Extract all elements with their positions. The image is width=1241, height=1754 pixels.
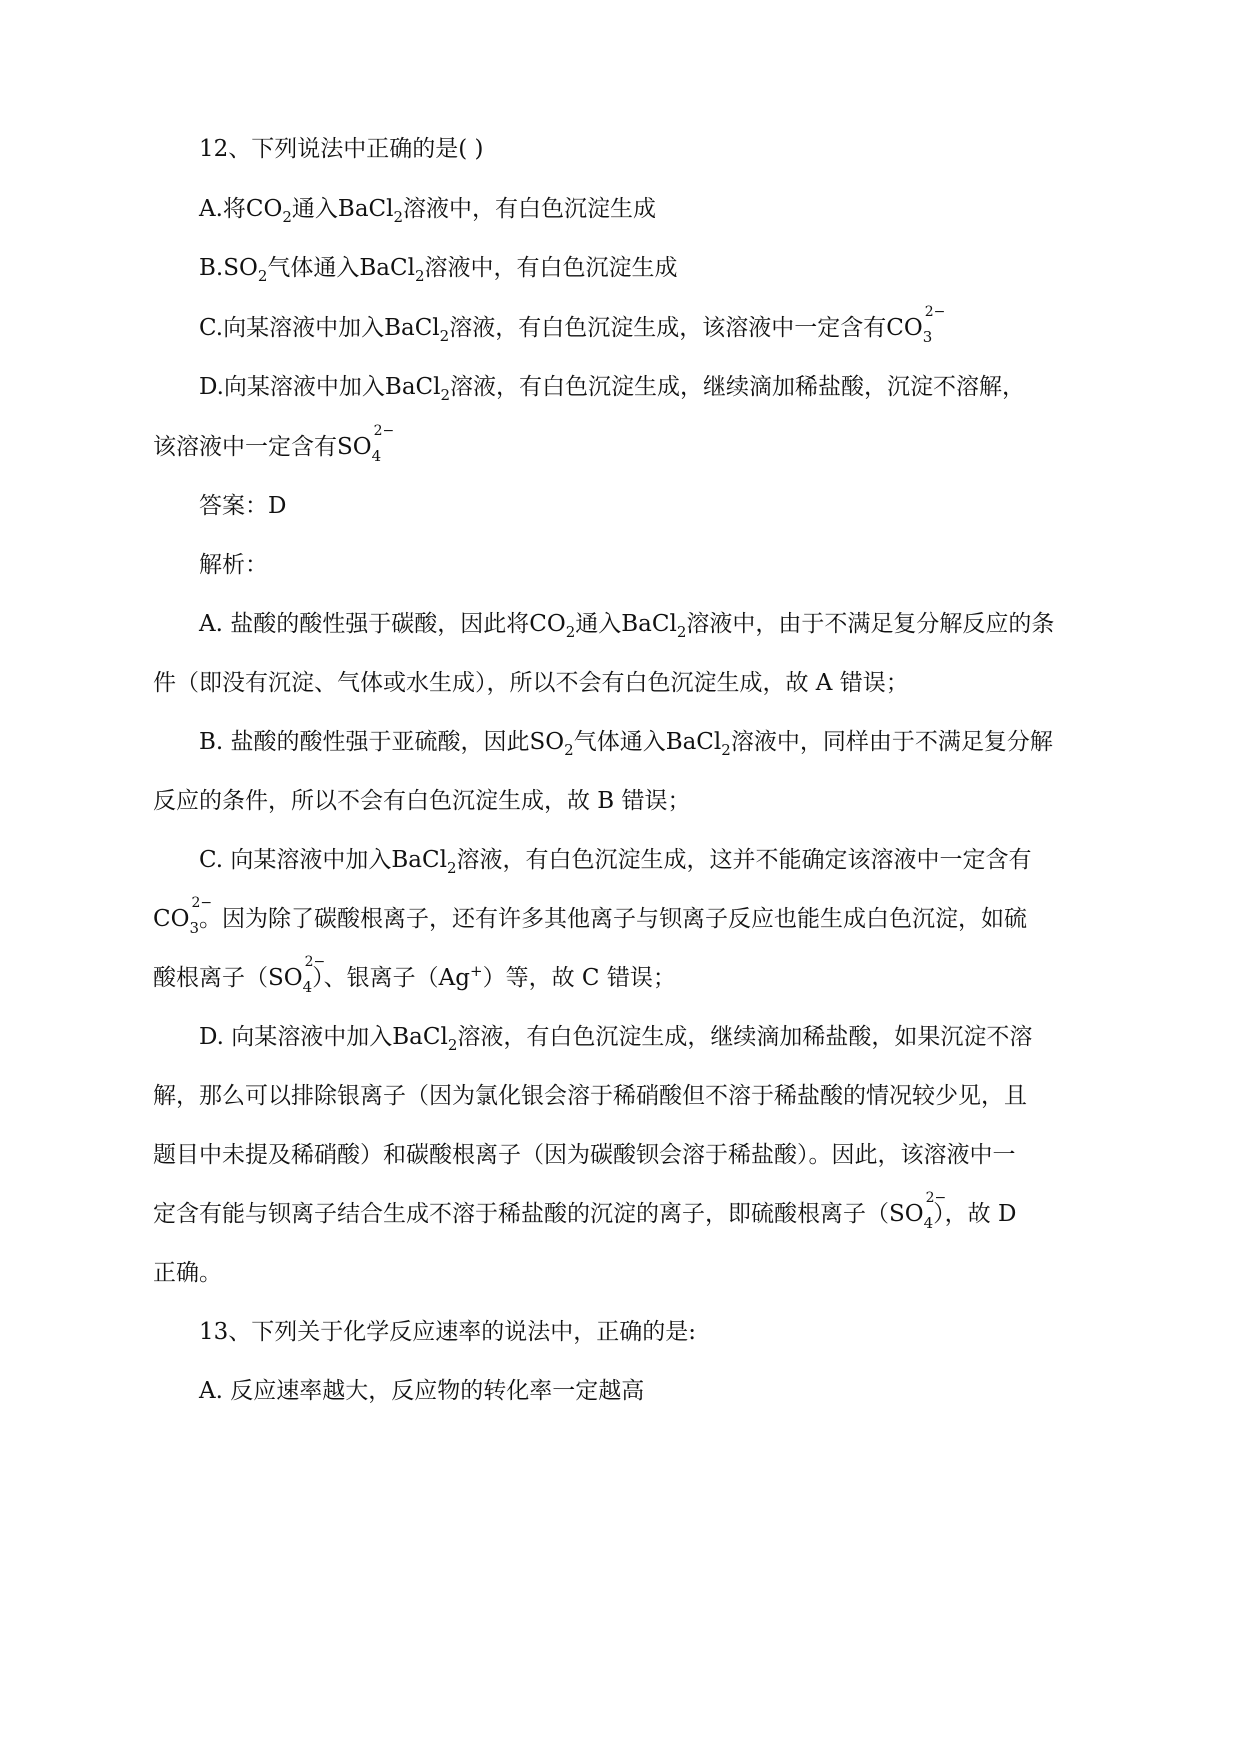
text-fragment: 2 bbox=[439, 327, 450, 345]
text-fragment: 2− bbox=[304, 954, 326, 970]
text-fragment: 2 bbox=[414, 267, 425, 285]
text-fragment: A. 反应速率越大，反应物的转化率一定越高 bbox=[199, 1378, 645, 1404]
analysis-d-line-4 bbox=[153, 1190, 1017, 1232]
text-fragment: 溶液中，有白色沉淀生成 bbox=[424, 255, 678, 281]
text-fragment: 4 bbox=[302, 978, 313, 996]
question-12-title bbox=[199, 138, 484, 161]
text-fragment: 2 bbox=[564, 741, 574, 759]
text-fragment: 答案：D bbox=[199, 493, 287, 519]
text-fragment: 酸根离子（SO bbox=[153, 965, 303, 991]
text-fragment: 3 bbox=[922, 328, 933, 346]
analysis-c-line-2 bbox=[153, 895, 1028, 937]
carbonate-ion-charge bbox=[922, 304, 946, 346]
analysis-label bbox=[199, 554, 268, 577]
text-fragment: 通入BaCl bbox=[575, 611, 677, 637]
text-fragment: D. 向某溶液中加入BaCl bbox=[199, 1024, 448, 1050]
text-fragment: 溶液，有白色沉淀生成，该溶液中一定含有CO bbox=[449, 315, 923, 341]
question-12-option-d-line-2 bbox=[153, 423, 395, 465]
question-12-option-d-line-1 bbox=[199, 374, 1026, 404]
text-fragment: 4 bbox=[371, 447, 382, 465]
text-fragment: 2 bbox=[282, 208, 292, 226]
text-fragment: 2 bbox=[393, 208, 404, 226]
text-fragment: 4 bbox=[923, 1214, 934, 1232]
question-12-option-c bbox=[199, 304, 946, 346]
question-12-option-a bbox=[199, 196, 657, 226]
text-fragment: 溶液，有白色沉淀生成，继续滴加稀盐酸，如果沉淀不溶 bbox=[457, 1024, 1033, 1050]
text-fragment: ），故 D bbox=[933, 1201, 1017, 1227]
sulfate-ion-charge bbox=[371, 423, 395, 465]
text-fragment: 溶液中，有白色沉淀生成 bbox=[403, 196, 657, 222]
text-fragment: C.向某溶液中加入BaCl bbox=[199, 315, 440, 341]
text-fragment: 2− bbox=[925, 1190, 947, 1206]
carbonate-ion-charge bbox=[189, 895, 213, 937]
text-fragment: 溶液中，同样由于不满足复分解 bbox=[730, 729, 1053, 755]
text-fragment: 反应的条件，所以不会有白色沉淀生成，故 B 错误； bbox=[153, 788, 691, 814]
text-fragment: 2− bbox=[373, 423, 395, 439]
text-fragment: 气体通入BaCl bbox=[573, 729, 722, 755]
question-13-option-a bbox=[199, 1380, 644, 1403]
question-13-title bbox=[199, 1321, 696, 1344]
text-fragment: 2 bbox=[721, 741, 731, 759]
sulfate-ion-charge bbox=[923, 1190, 947, 1232]
text-fragment: ）等，故 C 错误； bbox=[482, 965, 676, 991]
text-fragment: 溶液中，由于不满足复分解反应的条 bbox=[686, 611, 1055, 637]
text-fragment: + bbox=[470, 962, 483, 980]
text-fragment: 溶液，有白色沉淀生成，这并不能确定该溶液中一定含有 bbox=[456, 847, 1032, 873]
analysis-b-line-1 bbox=[199, 729, 1053, 759]
text-fragment: 解，那么可以排除银离子（因为氯化银会溶于稀硝酸但不溶于稀盐酸的情况较少见，且 bbox=[153, 1083, 1027, 1109]
text-fragment: 正确。 bbox=[153, 1260, 222, 1286]
text-fragment: 件（即没有沉淀、气体或水生成），所以不会有白色沉淀生成，故 A 错误； bbox=[153, 670, 909, 696]
text-fragment: 题目中未提及稀硝酸）和碳酸根离子（因为碳酸钡会溶于稀盐酸）。因此，该溶液中一 bbox=[153, 1142, 1016, 1168]
text-fragment: 溶液，有白色沉淀生成，继续滴加稀盐酸，沉淀不溶解， bbox=[450, 374, 1026, 400]
analysis-d-line-3 bbox=[153, 1144, 1016, 1167]
analysis-d-line-1 bbox=[199, 1024, 1033, 1054]
text-fragment: 12、下列说法中正确的是( ) bbox=[199, 136, 484, 162]
answer-line bbox=[199, 495, 286, 518]
text-fragment: 2 bbox=[676, 623, 687, 641]
text-fragment: B.SO bbox=[199, 255, 258, 281]
text-fragment: 2 bbox=[257, 267, 268, 285]
text-fragment: B. 盐酸的酸性强于亚硫酸，因此SO bbox=[199, 729, 565, 755]
text-fragment: 解析： bbox=[199, 552, 268, 578]
text-fragment: A.将CO bbox=[199, 196, 283, 222]
text-fragment: A. 盐酸的酸性强于碳酸，因此将CO bbox=[199, 611, 566, 637]
sulfate-ion-charge bbox=[302, 954, 326, 996]
text-fragment: 13、下列关于化学反应速率的说法中，正确的是: bbox=[199, 1319, 697, 1345]
text-fragment: 3 bbox=[189, 919, 200, 937]
analysis-d-line-2 bbox=[153, 1085, 1027, 1108]
analysis-a-line-1 bbox=[199, 611, 1055, 641]
text-fragment: ）、银离子（Ag bbox=[312, 965, 471, 991]
text-fragment: 定含有能与钡离子结合生成不溶于稀盐酸的沉淀的离子，即硫酸根离子（SO bbox=[153, 1201, 924, 1227]
text-fragment: 2− bbox=[191, 895, 213, 911]
text-fragment: 通入BaCl bbox=[291, 196, 394, 222]
text-fragment: 该溶液中一定含有SO bbox=[153, 434, 372, 460]
analysis-a-line-2 bbox=[153, 672, 909, 695]
analysis-c-line-3 bbox=[153, 954, 676, 996]
analysis-b-line-2 bbox=[153, 790, 691, 813]
analysis-d-line-5 bbox=[153, 1262, 222, 1285]
text-fragment: 2− bbox=[924, 304, 946, 320]
text-fragment: 气体通入BaCl bbox=[267, 255, 415, 281]
text-fragment: C. 向某溶液中加入BaCl bbox=[199, 847, 447, 873]
text-fragment: 2 bbox=[565, 623, 576, 641]
text-fragment: 2 bbox=[440, 386, 451, 404]
text-fragment: 2 bbox=[446, 859, 457, 877]
text-fragment: 。因为除了碳酸根离子，还有许多其他离子与钡离子反应也能生成白色沉淀，如硫 bbox=[199, 906, 1028, 932]
text-fragment: CO bbox=[153, 906, 190, 932]
analysis-c-line-1 bbox=[199, 847, 1032, 877]
text-fragment: D.向某溶液中加入BaCl bbox=[199, 374, 441, 400]
text-fragment: 2 bbox=[447, 1036, 458, 1054]
question-12-option-b bbox=[199, 255, 678, 285]
